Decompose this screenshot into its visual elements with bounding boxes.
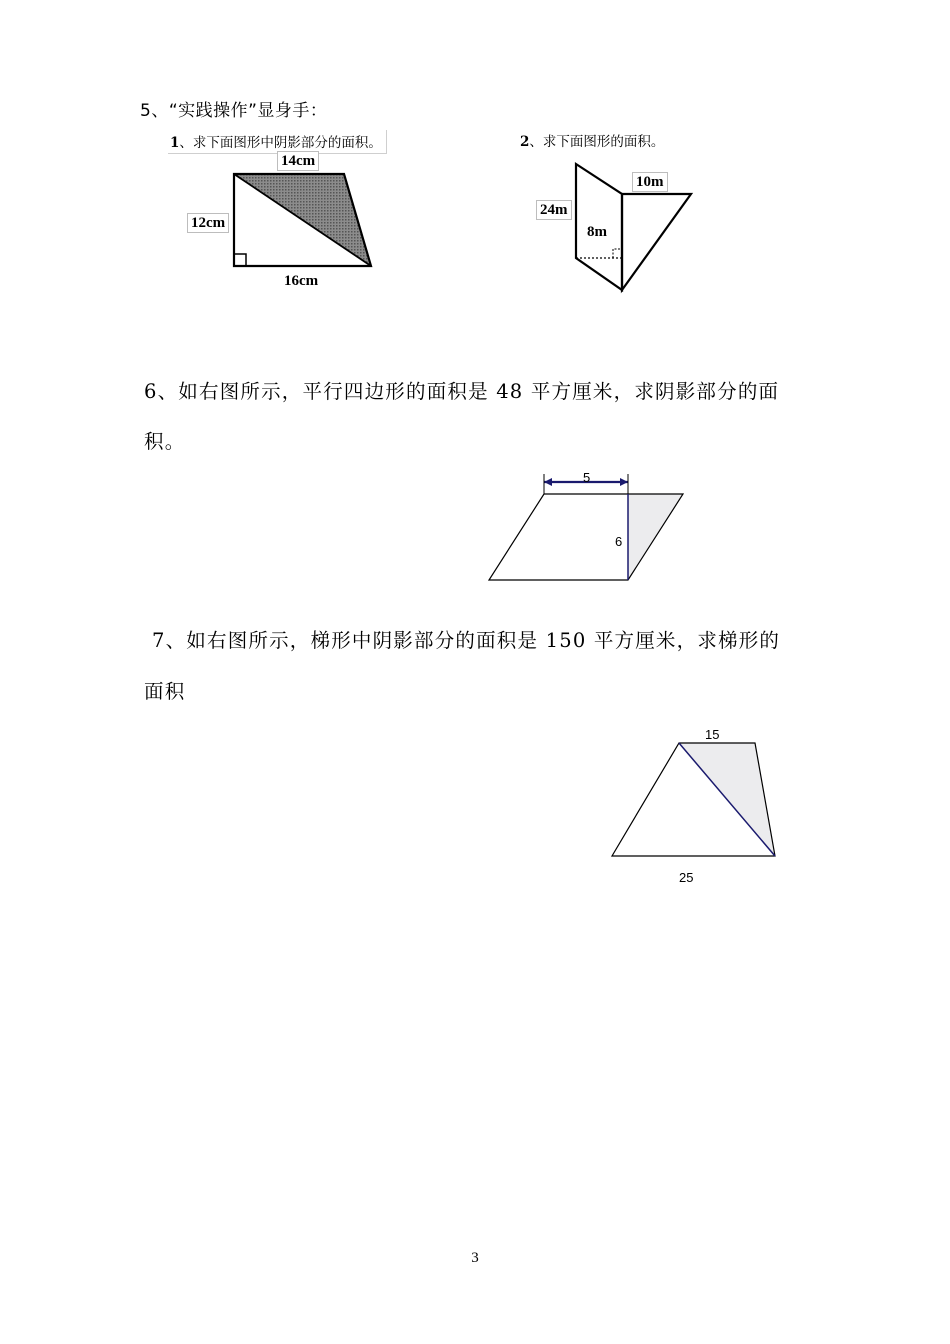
label-bottom-25: 25 [679,870,694,885]
section-7-line-2: 面积 [144,680,186,703]
parallelogram-figure-6 [489,474,683,580]
label-width-5: 5 [583,470,591,485]
section-6-line-2: 积。 [144,430,186,453]
question-text: 、求下面图形的面积。 [529,134,665,150]
label-height-24m: 24m [536,200,572,220]
triangle-part [622,194,691,290]
question-text: 、求下面图形中阴影部分的面积。 [179,135,382,151]
label-top-15: 15 [705,727,720,742]
section-5-title: 5、“实践操作”显身手： [140,101,328,121]
label-side-12cm: 12cm [187,213,229,233]
trapezoid-figure-1 [234,174,371,266]
right-angle-mark [613,249,622,258]
label-inner-8m: 8m [587,224,607,240]
trapezoid-figure-7 [612,743,775,856]
question-number: 2 [520,134,530,150]
label-bottom-16cm: 16cm [284,273,319,289]
page-number: 3 [471,1250,479,1266]
right-angle-mark [234,254,246,266]
label-top-14cm: 14cm [277,151,319,171]
label-side-10m: 10m [632,172,668,192]
question-number: 1 [170,135,180,151]
label-height-6: 6 [615,534,623,549]
section-7-line-1: 7、如右图所示，梯形中阴影部分的面积是 150 平方厘米，求梯形的 [152,629,781,652]
question-5-2 [520,130,664,150]
section-6-line-1: 6、如右图所示，平行四边形的面积是 48 平方厘米，求阴影部分的面 [144,380,780,403]
